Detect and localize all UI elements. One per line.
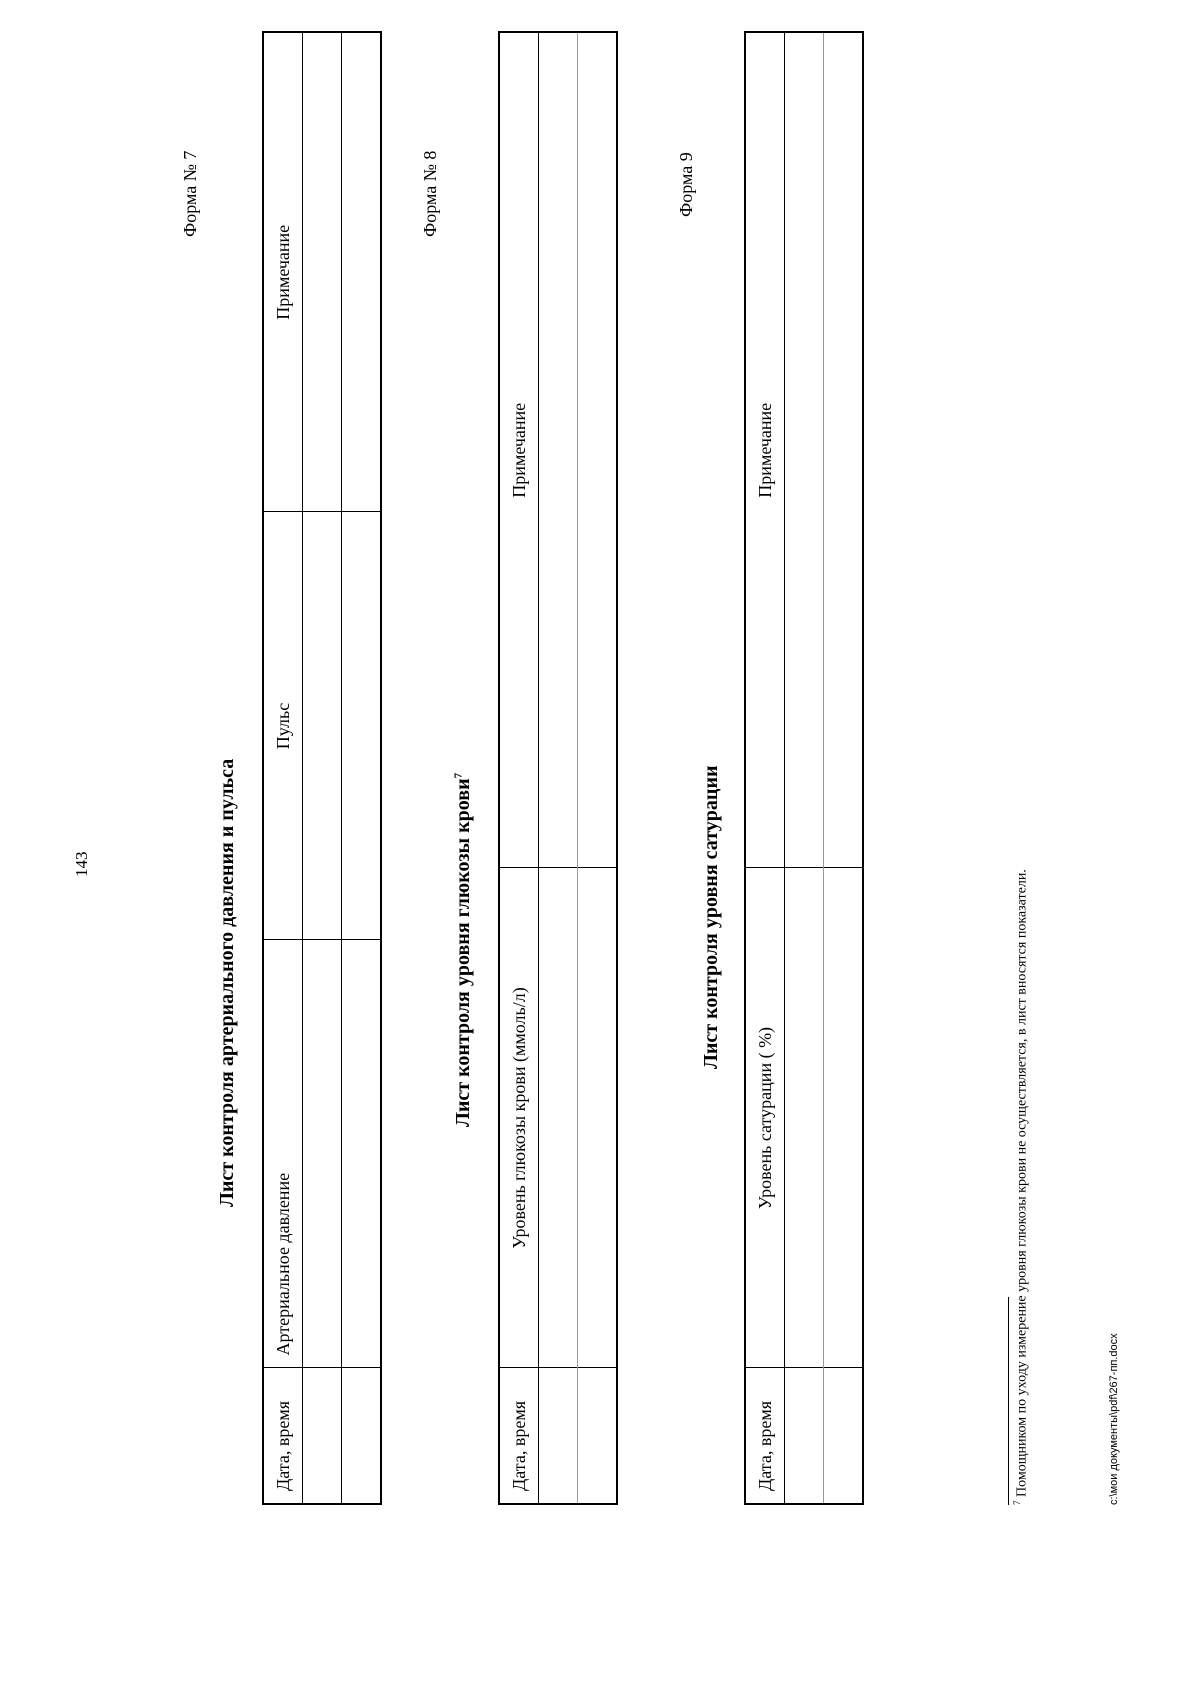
table-row: [539, 32, 578, 1504]
form9-cell[interactable]: [824, 1368, 864, 1504]
form8-col-note: Примечание: [499, 32, 539, 868]
form8-header-row: [499, 32, 539, 1504]
form7-cell[interactable]: [342, 1368, 382, 1504]
form9-cell[interactable]: [785, 32, 824, 868]
form8-title: [452, 773, 475, 1127]
form9-label: Форма 9: [676, 152, 696, 217]
form7-header-row: [263, 32, 303, 1504]
form7-cell[interactable]: [303, 32, 342, 512]
form9-header-row: [745, 32, 785, 1504]
form8-cell[interactable]: [539, 1368, 578, 1504]
form9-col-date: Дата, время: [745, 1368, 785, 1504]
form8-col-date: Дата, время: [499, 1368, 539, 1504]
form8-footnote-ref: 7: [452, 772, 465, 779]
footnote-separator: [1008, 1297, 1009, 1505]
form7-cell[interactable]: [342, 940, 382, 1368]
form7-cell[interactable]: [303, 512, 342, 940]
table-row: [824, 32, 864, 1504]
form7-cell[interactable]: [342, 32, 382, 512]
table-row: [303, 32, 342, 1504]
page-number: 143: [72, 851, 91, 877]
table-row: [785, 32, 824, 1504]
form9-title: Лист контроля уровня сатурации: [700, 765, 722, 1069]
form9-col-note: Примечание: [745, 32, 785, 868]
form8-cell[interactable]: [578, 32, 618, 868]
file-path: c:\мои документы\pdf\267-пп.docx: [1108, 1333, 1120, 1505]
table-row: [342, 32, 382, 1504]
form9-cell[interactable]: [824, 32, 864, 868]
table-row: [578, 32, 618, 1504]
form8-col-glucose: Уровень глюкозы крови (ммоль/л): [499, 868, 539, 1368]
form8-cell[interactable]: [539, 868, 578, 1368]
form7-table: [262, 31, 382, 1505]
form7-col-pressure: Артериальное давление: [263, 940, 303, 1368]
form7-col-pulse: Пульс: [263, 512, 303, 940]
form9-cell[interactable]: [785, 1368, 824, 1504]
form8-title-text: Лист контроля уровня глюкозы крови: [452, 778, 474, 1127]
form7-cell[interactable]: [303, 1368, 342, 1504]
form8-cell[interactable]: [578, 868, 618, 1368]
form8-cell[interactable]: [578, 1368, 618, 1504]
form7-cell[interactable]: [303, 940, 342, 1368]
form7-label: Форма № 7: [180, 150, 200, 237]
form9-cell[interactable]: [785, 868, 824, 1368]
form9-cell[interactable]: [824, 868, 864, 1368]
form8-label: Форма № 8: [420, 150, 440, 237]
form8-cell[interactable]: [539, 32, 578, 868]
form9-table: [744, 31, 864, 1505]
footnote-text: Помощником по уходу измерение уровня глюкозы крови не осуществляется, в лист вносятся показатели.: [1014, 869, 1030, 1497]
form9-col-saturation: Уровень сатурации ( %): [745, 868, 785, 1368]
form7-cell[interactable]: [342, 512, 382, 940]
form8-table: [498, 31, 618, 1505]
form7-col-note: Примечание: [263, 32, 303, 512]
form7-title: Лист контроля артериального давления и пульса: [216, 758, 238, 1207]
footnote: [1012, 869, 1031, 1505]
footnote-number: 7: [1012, 1500, 1022, 1505]
form7-col-date: Дата, время: [263, 1368, 303, 1504]
